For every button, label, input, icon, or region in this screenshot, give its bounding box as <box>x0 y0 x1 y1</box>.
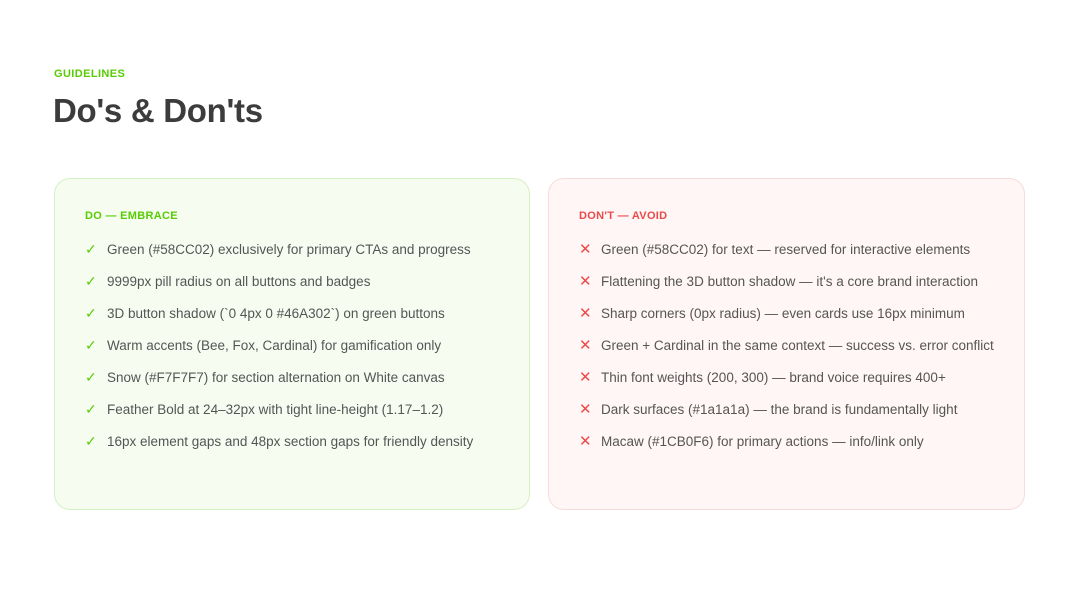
list-item <box>579 335 994 356</box>
list-item <box>85 367 499 388</box>
list-item-text: Dark surfaces (#1a1a1a) — the brand is fundamentally light <box>601 402 958 417</box>
list-item-text: Green + Cardinal in the same context — success vs. error conflict <box>601 338 994 353</box>
x-icon: ✕ <box>579 401 592 418</box>
do-card <box>54 178 530 510</box>
list-item <box>579 239 994 260</box>
dont-card <box>548 178 1025 510</box>
list-item-text: Snow (#F7F7F7) for section alternation on White canvas <box>107 370 445 385</box>
list-item-text: Flattening the 3D button shadow — it's a core brand interaction <box>601 274 979 289</box>
x-icon: ✕ <box>579 433 592 450</box>
list-item <box>579 399 994 420</box>
list-item-text: 9999px pill radius on all buttons and badges <box>107 274 371 289</box>
list-item-text: Sharp corners (0px radius) — even cards use 16px minimum <box>601 306 965 321</box>
x-icon: ✕ <box>579 241 592 258</box>
check-icon: ✓ <box>85 273 97 289</box>
list-item <box>579 367 994 388</box>
do-card-heading: DO — EMBRACE <box>85 210 178 222</box>
page-title: Do's & Don'ts <box>53 92 263 129</box>
check-icon: ✓ <box>85 401 97 417</box>
list-item-text: Green (#58CC02) exclusively for primary CTAs and progress <box>107 242 471 257</box>
list-item-text: Macaw (#1CB0F6) for primary actions — info/link only <box>601 434 924 449</box>
x-icon: ✕ <box>579 337 592 354</box>
list-item <box>85 239 499 260</box>
check-icon: ✓ <box>85 433 97 449</box>
list-item-text: Green (#58CC02) for text — reserved for interactive elements <box>601 242 971 257</box>
dont-list <box>579 239 994 452</box>
x-icon: ✕ <box>579 273 592 290</box>
list-item <box>85 271 499 292</box>
list-item-text: Warm accents (Bee, Fox, Cardinal) for gamification only <box>107 338 442 353</box>
dont-card-heading: DON'T — AVOID <box>579 210 668 222</box>
section-eyebrow: GUIDELINES <box>54 68 126 80</box>
list-item <box>579 431 994 452</box>
check-icon: ✓ <box>85 337 97 353</box>
x-icon: ✕ <box>579 369 592 386</box>
list-item <box>85 431 499 452</box>
check-icon: ✓ <box>85 241 97 257</box>
list-item <box>579 271 994 292</box>
list-item-text: 3D button shadow (`0 4px 0 #46A302`) on green buttons <box>107 306 445 321</box>
check-icon: ✓ <box>85 369 97 385</box>
list-item <box>85 303 499 324</box>
list-item-text: 16px element gaps and 48px section gaps for friendly density <box>107 434 474 449</box>
list-item-text: Thin font weights (200, 300) — brand voice requires 400+ <box>601 370 946 385</box>
list-item <box>85 335 499 356</box>
check-icon: ✓ <box>85 305 97 321</box>
x-icon: ✕ <box>579 305 592 322</box>
list-item-text: Feather Bold at 24–32px with tight line-height (1.17–1.2) <box>107 402 444 417</box>
list-item <box>579 303 994 324</box>
list-item <box>85 399 499 420</box>
do-list <box>85 239 499 452</box>
